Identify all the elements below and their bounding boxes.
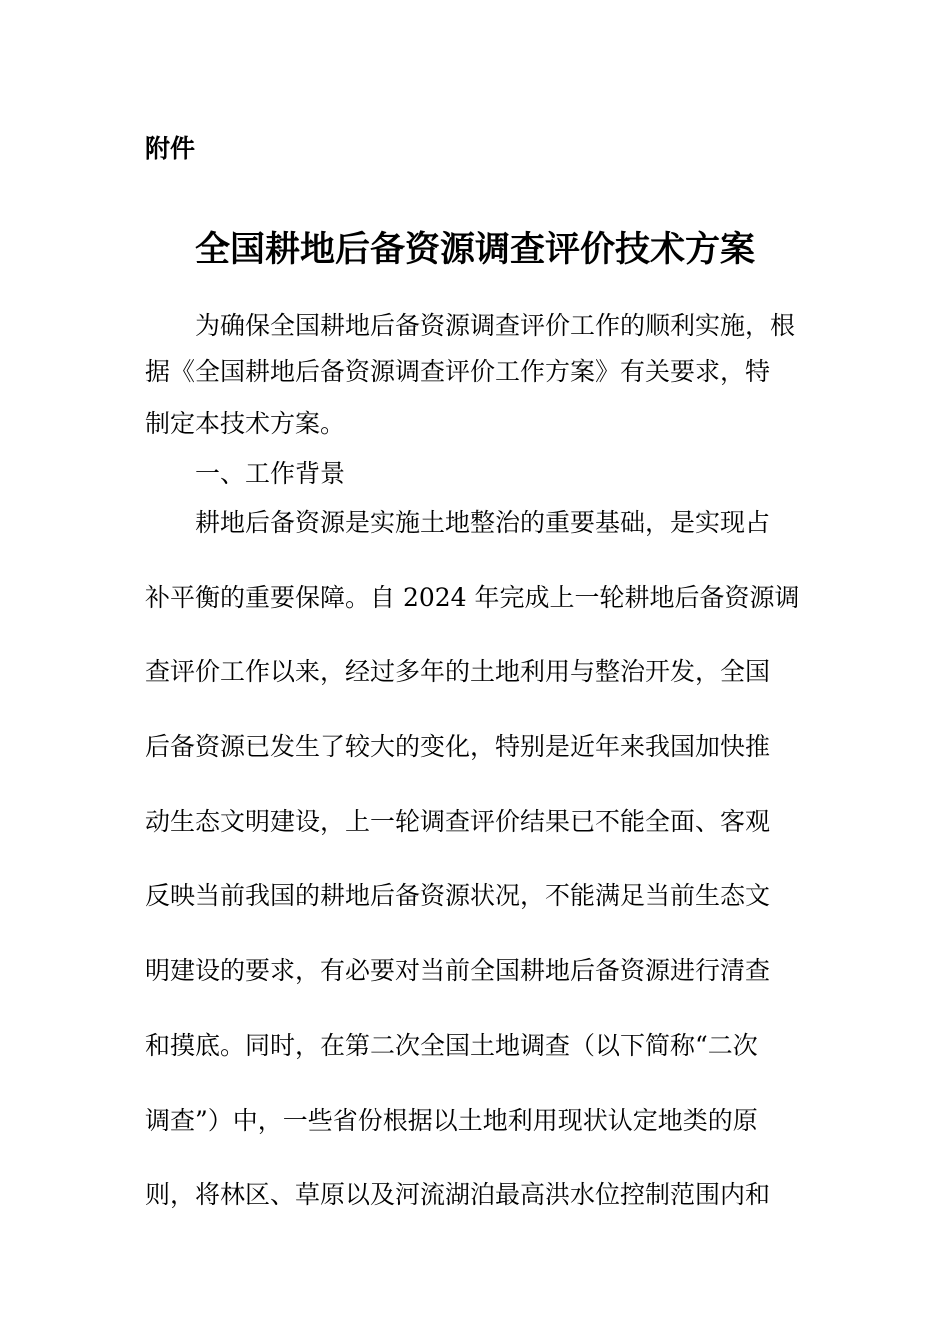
body-line: 明建设的要求，有必要对当前全国耕地后备资源进行清查: [145, 956, 771, 985]
intro-line: 据《全国耕地后备资源调查评价工作方案》有关要求，特: [145, 357, 771, 386]
attachment-label: 附件: [145, 134, 196, 163]
body-line: 补平衡的重要保障。自 2024 年完成上一轮耕地后备资源调: [145, 583, 800, 612]
body-line: 反映当前我国的耕地后备资源状况，不能满足当前生态文: [145, 881, 771, 910]
body-line: 调查”）中，一些省份根据以土地利用现状认定地类的原: [145, 1106, 758, 1135]
body-line: 动生态文明建设，上一轮调查评价结果已不能全面、客观: [145, 807, 771, 836]
intro-line: 制定本技术方案。: [145, 409, 346, 438]
body-line: 耕地后备资源是实施土地整治的重要基础，是实现占: [195, 508, 771, 537]
body-line: 后备资源已发生了较大的变化，特别是近年来我国加快推: [145, 732, 771, 761]
body-line: 则，将林区、草原以及河流湖泊最高洪水位控制范围内和: [145, 1180, 771, 1209]
intro-line: 为确保全国耕地后备资源调查评价工作的顺利实施，根: [195, 311, 796, 340]
document-title: 全国耕地后备资源调查评价技术方案: [194, 230, 755, 270]
section-heading: 一、工作背景: [195, 459, 346, 488]
body-line: 和摸底。同时，在第二次全国土地调查（以下简称“二次: [145, 1031, 758, 1060]
body-line: 查评价工作以来，经过多年的土地利用与整治开发，全国: [145, 657, 771, 686]
